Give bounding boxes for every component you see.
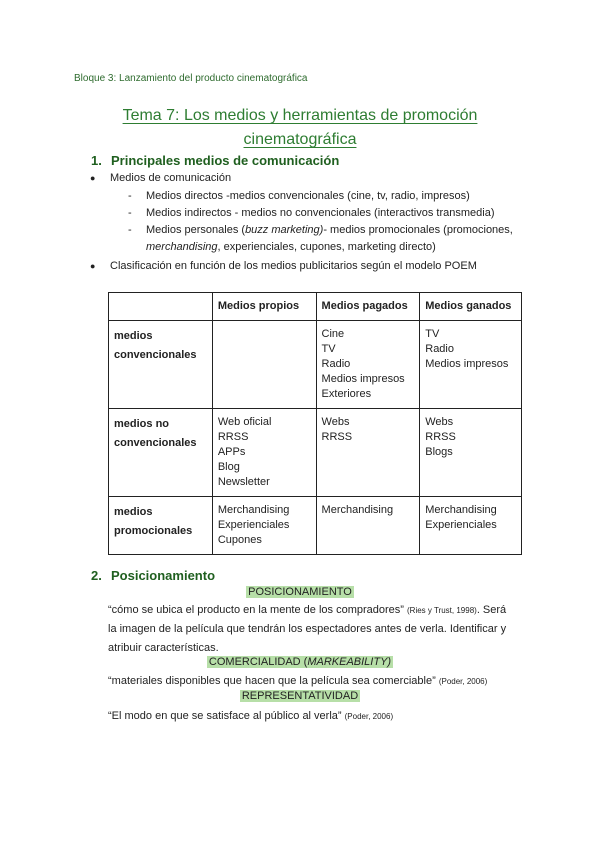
dash-icon: - xyxy=(128,207,132,219)
section-2-heading xyxy=(91,568,215,583)
table-header-row xyxy=(109,293,522,321)
sub-item-text: Medios indirectos - medios no convencionales (interactivos transmedia) xyxy=(146,207,495,219)
row-label: medios promocionales xyxy=(109,497,213,555)
cell-item: TV xyxy=(425,328,440,340)
para-text: atribuir características. xyxy=(108,642,219,654)
quote-text: “materiales disponibles que hacen que la película sea comerciable” xyxy=(108,675,436,687)
sub-item-personales xyxy=(128,222,513,256)
section-1-title: Principales medios de comunicación xyxy=(111,153,340,168)
cell-item: Cupones xyxy=(217,534,262,546)
sub-text: , experienciales, cupones, marketing directo) xyxy=(217,241,436,253)
bullet-text: Clasificación en función de los medios publicitarios según el modelo POEM xyxy=(110,260,477,272)
posicionamiento-paragraph xyxy=(108,601,528,658)
sub-italic: buzz marketing) xyxy=(245,224,324,236)
table-cell xyxy=(316,321,420,409)
section-2-title: Posicionamiento xyxy=(111,568,216,583)
table-header: Medios propios xyxy=(212,293,316,321)
table-cell xyxy=(420,321,522,409)
cell-item: TV xyxy=(321,343,336,355)
poem-table xyxy=(108,292,522,555)
citation: (Poder, 2006) xyxy=(438,677,488,686)
cell-item: Blog xyxy=(217,461,240,473)
para-text: . Será xyxy=(476,604,507,616)
row-label: medios convencionales xyxy=(109,321,213,409)
page-header: Bloque 3: Lanzamiento del producto cinematográfica xyxy=(74,73,308,84)
cell-item: RRSS xyxy=(425,431,456,443)
para-text: la imagen de la película que tendrán los espectadores antes de verla. Identificar y xyxy=(108,623,507,635)
dash-icon: - xyxy=(128,190,132,202)
table-header: Medios pagados xyxy=(316,293,420,321)
representatividad-title xyxy=(74,690,526,702)
highlight-italic: MARKEABILITY) xyxy=(307,656,392,668)
bullet-text: Medios de comunicación xyxy=(110,172,232,184)
comercialidad-title xyxy=(74,656,526,668)
table-header: Medios ganados xyxy=(420,293,522,321)
highlight-text: POSICIONAMIENTO xyxy=(248,586,352,598)
table-cell xyxy=(212,497,316,555)
highlight-text xyxy=(207,656,393,668)
citation: (Ries y Trust, 1998) xyxy=(407,606,477,615)
table-cell xyxy=(212,321,316,409)
bullet-clasificacion xyxy=(90,260,477,272)
table-cell xyxy=(420,497,522,555)
table-header-empty xyxy=(109,293,213,321)
sub-item-indirectos xyxy=(128,205,495,222)
cell-item: Blogs xyxy=(425,446,453,458)
bullet-dot-icon: ● xyxy=(90,261,96,271)
section-1-heading xyxy=(91,153,339,168)
highlight-part: COMERCIALIDAD ( xyxy=(208,656,308,668)
cell-item: Experienciales xyxy=(425,519,497,531)
cell-item: Web oficial xyxy=(217,416,272,428)
cell-item: Webs xyxy=(425,416,454,428)
table-cell xyxy=(420,409,522,497)
table-row xyxy=(109,497,522,555)
sub-italic: merchandising xyxy=(146,241,218,253)
sub-item-text: Medios directos -medios convencionales (cine, tv, radio, impresos) xyxy=(146,190,470,202)
cell-item: Radio xyxy=(425,343,454,355)
cell-item: Merchandising xyxy=(425,504,497,516)
comercialidad-paragraph xyxy=(108,672,528,691)
cell-item: Experienciales xyxy=(217,519,290,531)
bullet-medios xyxy=(90,172,231,184)
section-1-number: 1. xyxy=(91,153,102,168)
sub-text: Medios personales ( xyxy=(146,224,246,236)
table-cell xyxy=(316,497,420,555)
cell-item: Newsletter xyxy=(217,476,270,488)
table-cell xyxy=(212,409,316,497)
highlight-text: REPRESENTATIVIDAD xyxy=(241,690,359,702)
cell-item: RRSS xyxy=(321,431,353,443)
cell-item: Medios impresos xyxy=(425,358,509,370)
table-row xyxy=(109,409,522,497)
table-row xyxy=(109,321,522,409)
representatividad-paragraph xyxy=(108,707,528,726)
row-label: medios no convencionales xyxy=(109,409,213,497)
cell-item: APPs xyxy=(217,446,246,458)
cell-item: Merchandising xyxy=(217,504,290,516)
cell-item: Exteriores xyxy=(321,388,372,400)
cell-item: Webs xyxy=(321,416,350,428)
sub-item-directos xyxy=(128,188,470,205)
dash-icon: - xyxy=(128,224,132,236)
quote-text: “cómo se ubica el producto en la mente de los compradores” xyxy=(108,604,404,616)
bullet-dot-icon: ● xyxy=(90,173,96,183)
cell-item: Medios impresos xyxy=(321,373,405,385)
page-title-line-1: Tema 7: Los medios y herramientas de promoción xyxy=(122,107,478,124)
sub-text: - medios promocionales (promociones, xyxy=(323,224,513,236)
posicionamiento-title xyxy=(74,586,526,598)
section-2-number: 2. xyxy=(91,568,102,583)
cell-item: Cine xyxy=(321,328,345,340)
cell-item: Merchandising xyxy=(321,504,394,516)
cell-item: RRSS xyxy=(217,431,249,443)
citation: (Poder, 2006) xyxy=(344,712,394,721)
cell-item: Radio xyxy=(321,358,351,370)
quote-text: “El modo en que se satisface al público al verla” xyxy=(108,710,342,722)
page-title-line-2: cinematográfica xyxy=(243,131,357,148)
table-cell xyxy=(316,409,420,497)
